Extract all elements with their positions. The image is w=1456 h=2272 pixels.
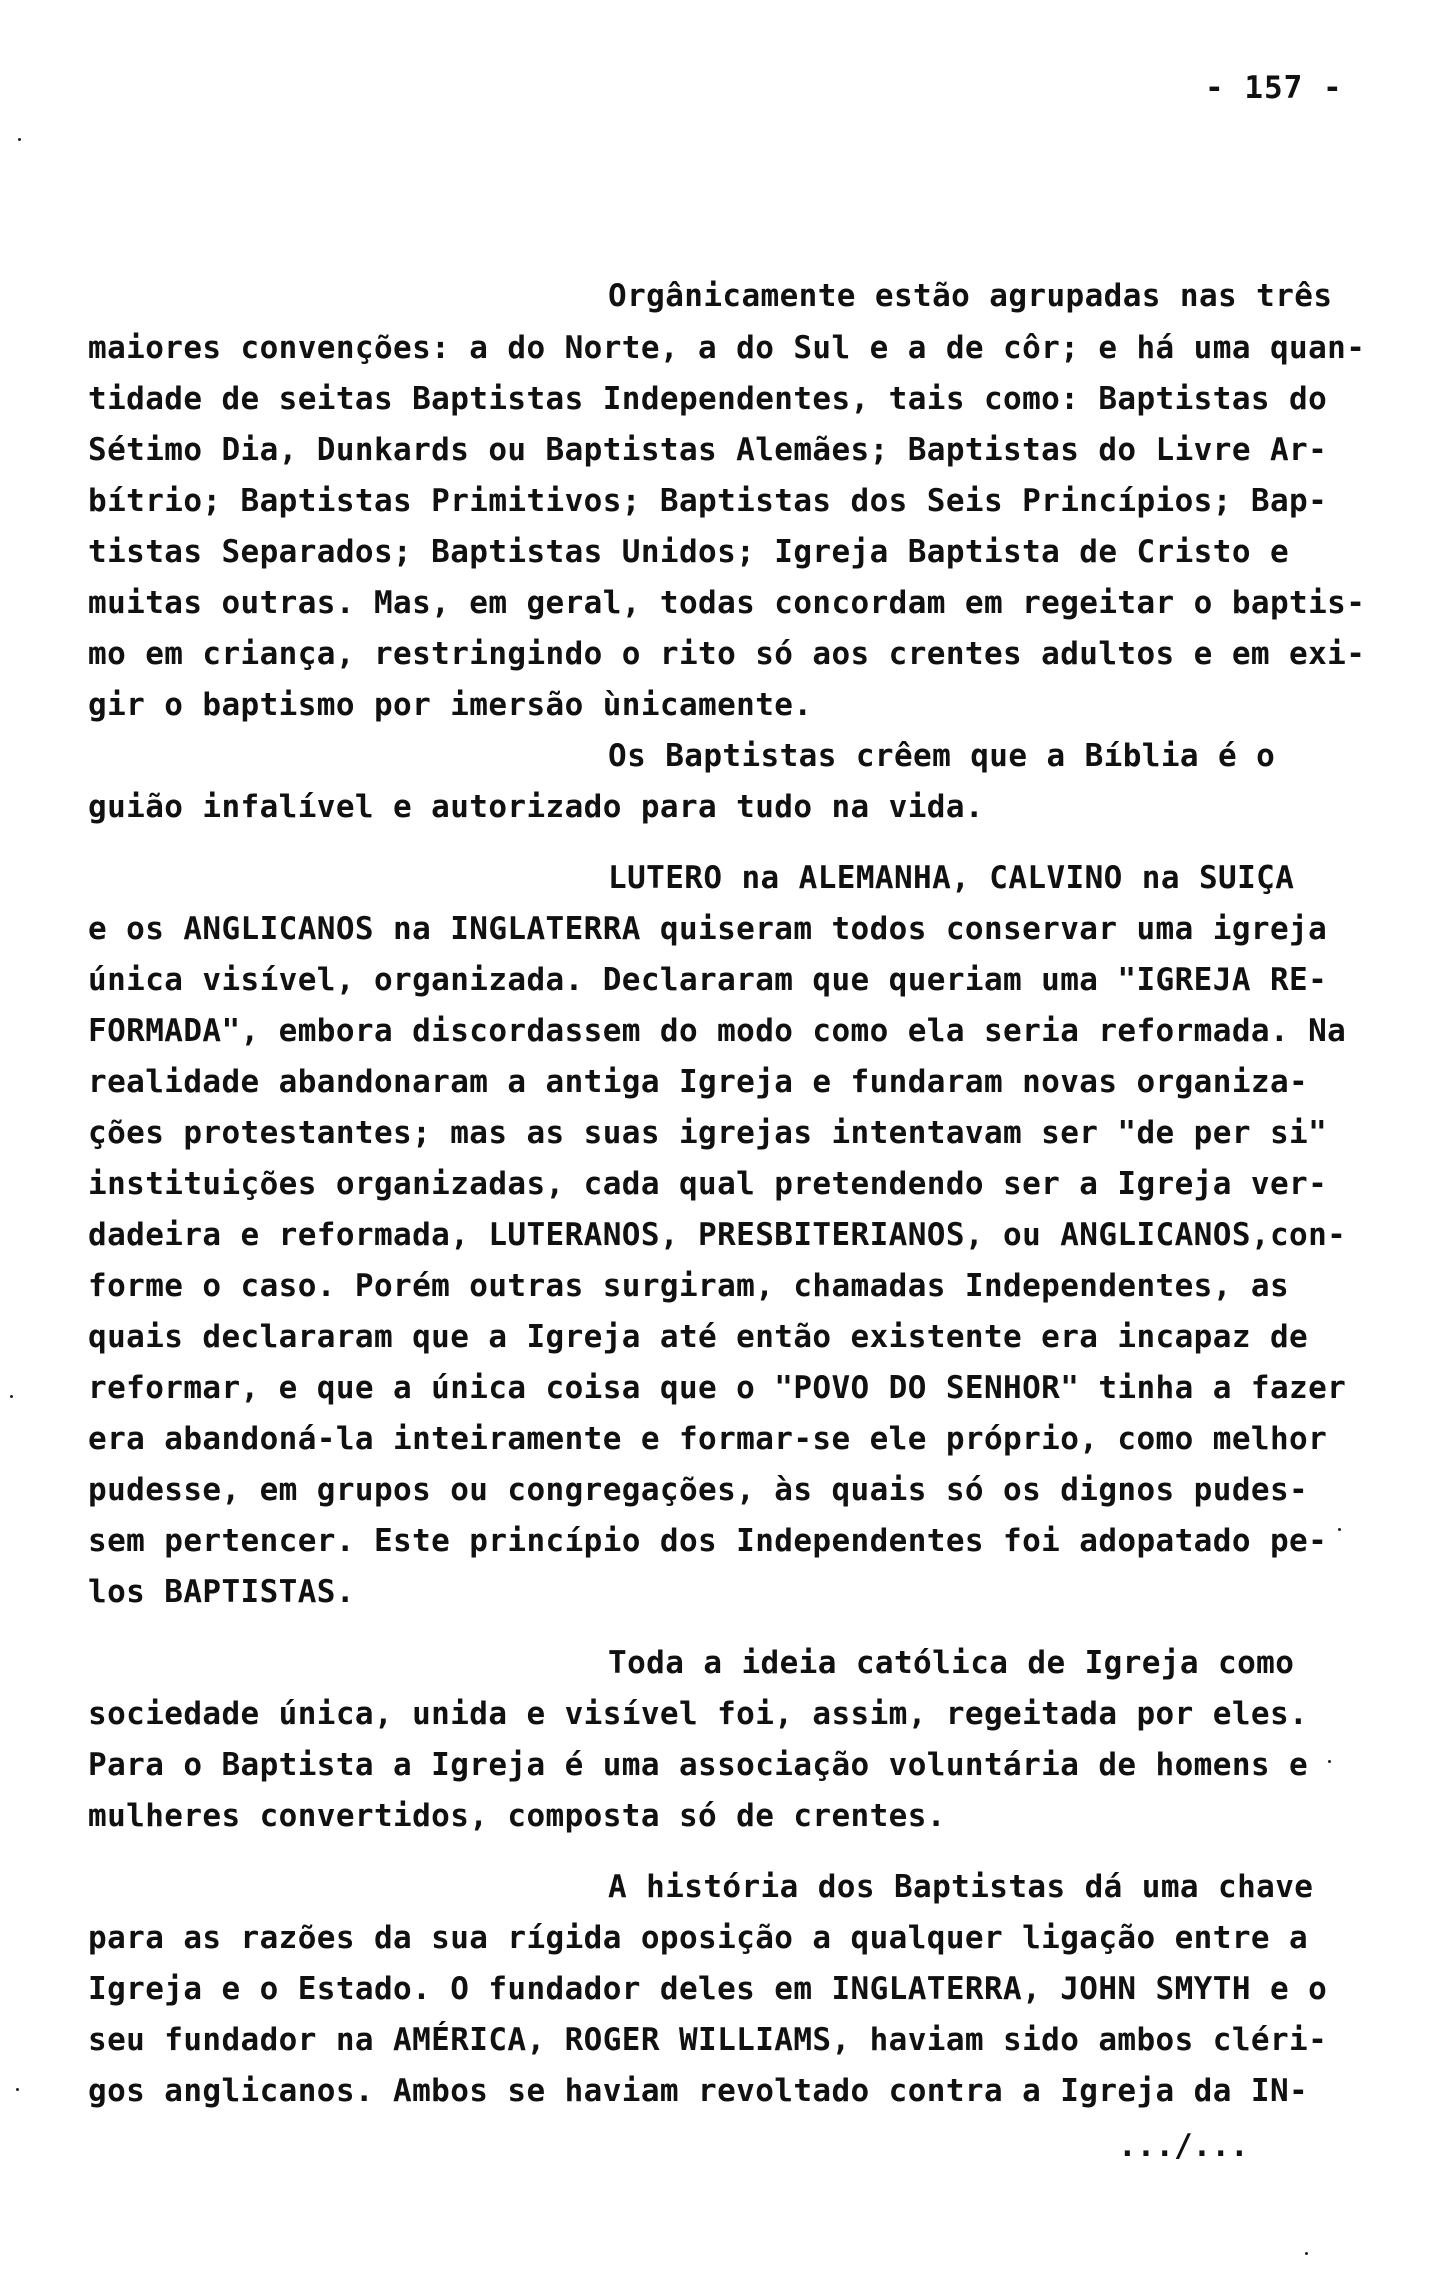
page-number: - 157 - [1205,70,1343,106]
continuation-mark: .../... [1118,2128,1249,2164]
text-line: mulheres convertidos, composta só de crentes. [88,1798,946,1834]
text-line: ções protestantes; mas as suas igrejas intentavam ser "de per si" [88,1115,1328,1151]
text-line: gos anglicanos. Ambos se haviam revoltado contra a Igreja da IN- [88,2073,1309,2109]
text-line: sem pertencer. Este princípio dos Independentes foi adopatado pe- [88,1523,1328,1559]
text-line: Para o Baptista a Igreja é uma associação voluntária de homens e [88,1747,1309,1783]
text-line: FORMADA", embora discordassem do modo como ela seria reformada. Na [88,1013,1347,1049]
text-line: Igreja e o Estado. O fundador deles em INGLATERRA, JOHN SMYTH e o [88,1971,1328,2007]
text-line: bítrio; Baptistas Primitivos; Baptistas dos Seis Princípios; Bap- [88,483,1328,519]
scan-speck [1305,2252,1308,2255]
text-line: seu fundador na AMÉRICA, ROGER WILLIAMS, haviam sido ambos cléri- [88,2022,1328,2058]
text-line: pudesse, em grupos ou congregações, às quais só os dignos pudes- [88,1472,1309,1508]
text-line: era abandoná-la inteiramente e formar-se ele próprio, como melhor [88,1421,1328,1457]
text-line: realidade abandonaram a antiga Igreja e fundaram novas organiza- [88,1064,1309,1100]
text-line: Os Baptistas crêem que a Bíblia é o [608,738,1276,774]
text-line: Sétimo Dia, Dunkards ou Baptistas Alemães; Baptistas do Livre Ar- [88,432,1328,468]
text-line: gir o baptismo por imersão ùnicamente. [88,687,813,723]
text-line: Orgânicamente estão agrupadas nas três [608,278,1333,314]
text-line: guião infalível e autorizado para tudo na vida. [88,789,984,825]
text-line: los BAPTISTAS. [88,1574,355,1610]
text-line: para as razões da sua rígida oposição a qualquer ligação entre a [88,1920,1309,1956]
text-line: tidade de seitas Baptistas Independentes, tais como: Baptistas do [88,381,1328,417]
scan-speck [1328,1760,1331,1763]
text-line: mo em criança, restringindo o rito só aos crentes adultos e em exi- [88,636,1366,672]
text-line: instituições organizadas, cada qual pretendendo ser a Igreja ver- [88,1166,1328,1202]
text-line: tistas Separados; Baptistas Unidos; Igreja Baptista de Cristo e [88,534,1290,570]
scan-speck [10,1395,13,1398]
text-line: forme o caso. Porém outras surgiram, chamadas Independentes, as [88,1268,1290,1304]
text-line: dadeira e reformada, LUTERANOS, PRESBITERIANOS, ou ANGLICANOS,con- [88,1217,1347,1253]
text-line: única visível, organizada. Declararam que queriam uma "IGREJA RE- [88,962,1328,998]
text-line: maiores convenções: a do Norte, a do Sul e a de côr; e há uma quan- [88,330,1366,366]
text-line: reformar, e que a única coisa que o "POVO DO SENHOR" tinha a fazer [88,1370,1347,1406]
text-line: sociedade única, unida e visível foi, assim, regeitada por eles. [88,1696,1309,1732]
scan-speck [16,2088,19,2091]
text-line: e os ANGLICANOS na INGLATERRA quiseram todos conservar uma igreja [88,911,1328,947]
text-line: LUTERO na ALEMANHA, CALVINO na SUIÇA [608,860,1295,896]
scan-speck [18,138,21,141]
text-line: Toda a ideia católica de Igreja como [608,1645,1295,1681]
scan-speck [1338,1528,1341,1531]
text-line: muitas outras. Mas, em geral, todas concordam em regeitar o baptis- [88,585,1366,621]
text-line: A história dos Baptistas dá uma chave [608,1869,1314,1905]
text-line: quais declararam que a Igreja até então existente era incapaz de [88,1319,1309,1355]
